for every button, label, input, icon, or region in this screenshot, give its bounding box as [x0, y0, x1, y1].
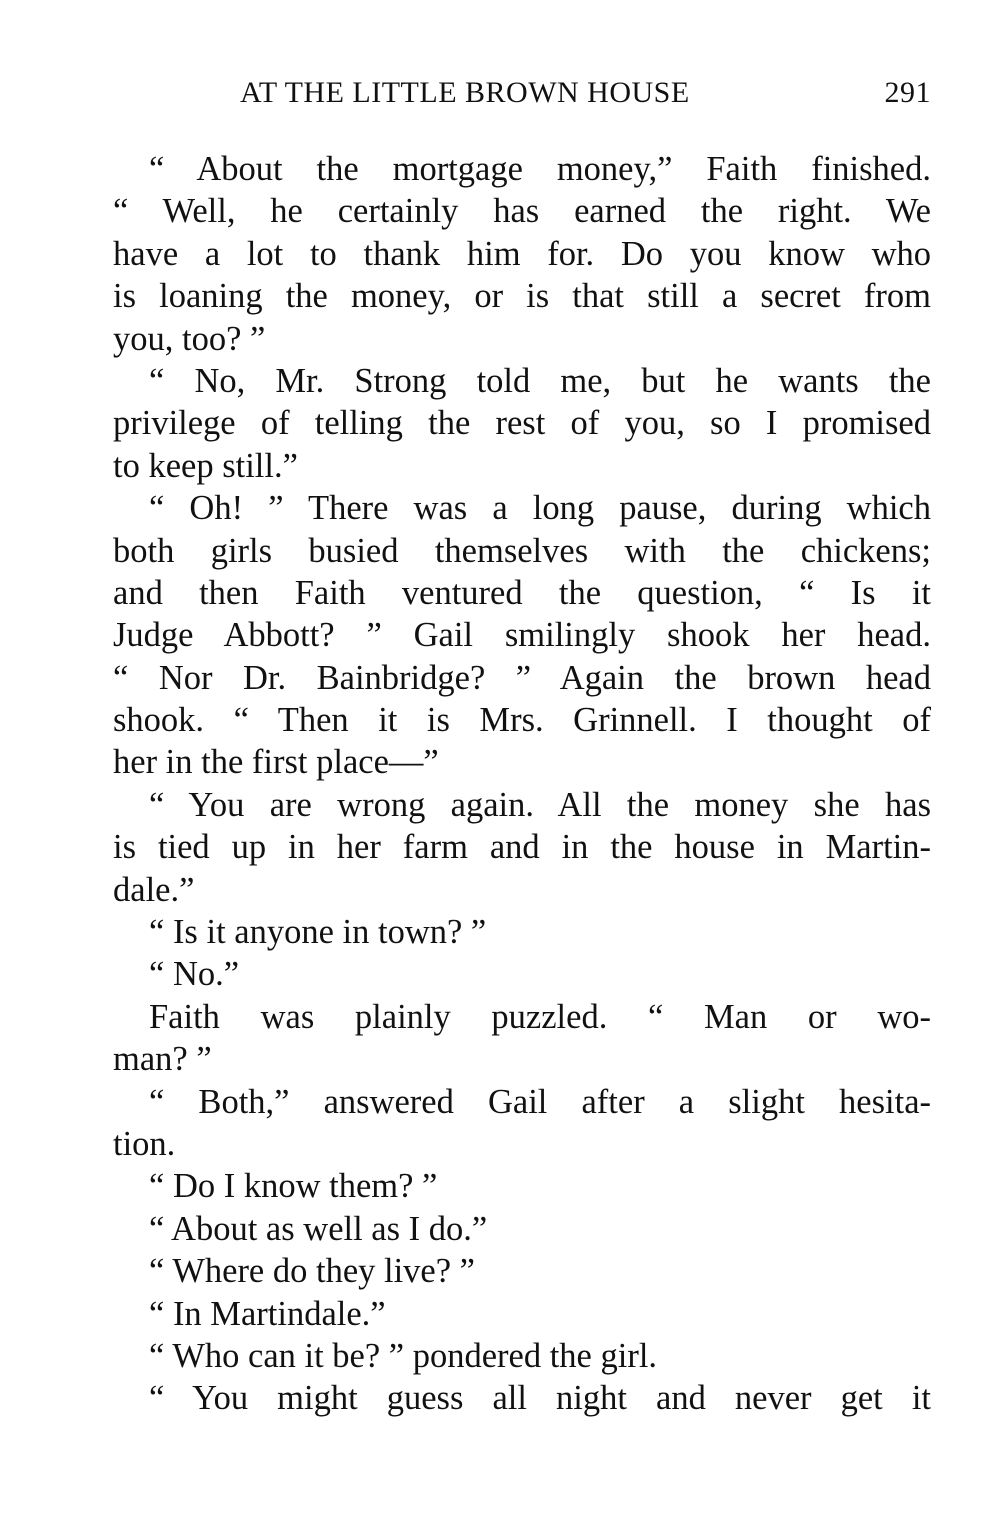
- text-line: privilege of telling the rest of you, so I promised: [113, 404, 931, 443]
- page-header: [113, 72, 931, 116]
- text-line: Judge Abbott? ” Gail smilingly shook her head.: [113, 616, 931, 655]
- text-line: her in the first place—”: [113, 743, 439, 782]
- text-line: both girls busied themselves with the chickens;: [113, 531, 931, 570]
- text-line: you, too? ”: [113, 319, 266, 358]
- text-line: dale.”: [113, 870, 195, 909]
- text-line: “ Both,” answered Gail after a slight hesita-: [149, 1082, 931, 1121]
- running-title: AT THE LITTLE BROWN HOUSE: [240, 76, 690, 109]
- text-line: “ Oh! ” There was a long pause, during which: [149, 489, 931, 528]
- text-line: “ About the mortgage money,” Faith finished.: [149, 150, 931, 188]
- text-line: shook. “ Then it is Mrs. Grinnell. I thought of: [113, 701, 931, 740]
- body-text: [113, 148, 931, 1420]
- text-line: “ You might guess all night and never get it: [149, 1379, 931, 1418]
- text-line: tion.: [113, 1124, 176, 1163]
- text-line: Faith was plainly puzzled. “ Man or wo-: [149, 997, 931, 1036]
- text-line: to keep still.”: [113, 446, 298, 485]
- text-line: man? ”: [113, 1040, 212, 1079]
- text-line: and then Faith ventured the question, “ Is it: [113, 573, 931, 612]
- text-line: “ About as well as I do.”: [149, 1209, 488, 1248]
- text-line: “ Is it anyone in town? ”: [149, 913, 487, 952]
- text-line: have a lot to thank him for. Do you know who: [113, 234, 931, 273]
- text-line: “ In Martindale.”: [149, 1294, 386, 1333]
- text-line: is tied up in her farm and in the house in Martin-: [113, 828, 931, 867]
- text-line: “ Nor Dr. Bainbridge? ” Again the brown head: [113, 658, 931, 697]
- text-line: “ No.”: [149, 955, 240, 994]
- page-number: 291: [884, 76, 931, 109]
- book-page: [113, 72, 931, 1420]
- text-line: “ You are wrong again. All the money she has: [149, 785, 931, 824]
- text-line: is loaning the money, or is that still a secret from: [113, 277, 931, 316]
- text-line: “ Well, he certainly has earned the right. We: [113, 192, 931, 231]
- text-line: “ Do I know them? ”: [149, 1167, 438, 1206]
- text-line: “ Who can it be? ” pondered the girl.: [149, 1336, 658, 1375]
- text-line: “ No, Mr. Strong told me, but he wants the: [149, 361, 931, 400]
- text-line: “ Where do they live? ”: [149, 1252, 475, 1291]
